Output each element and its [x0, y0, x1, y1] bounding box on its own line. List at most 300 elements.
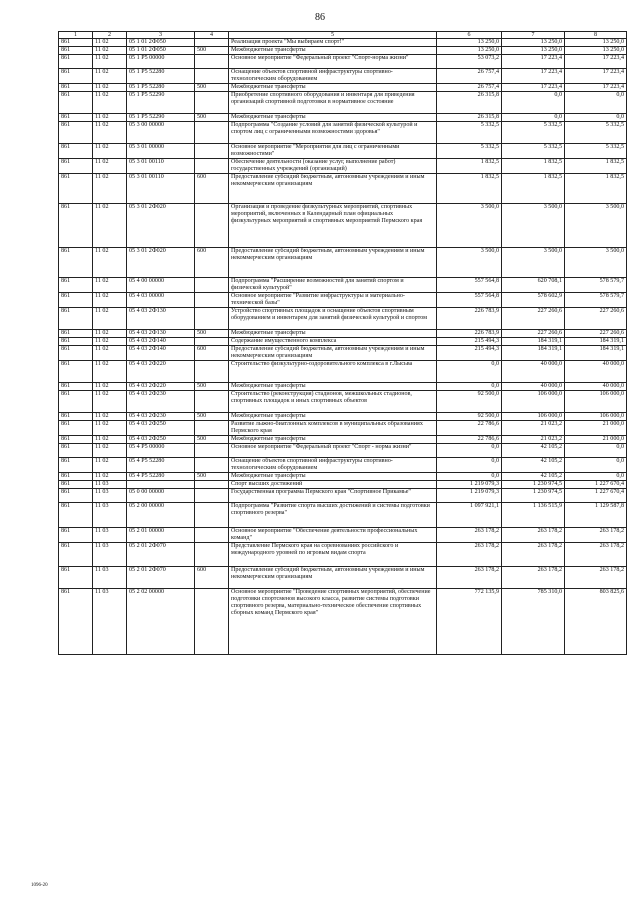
target-code: 05 1 P5 52280: [127, 69, 195, 84]
item-name: Реализация проекта "Мы выбираем спорт!": [229, 39, 437, 47]
target-code: 05 4 03 2Ф140: [127, 346, 195, 361]
table-row: [59, 174, 627, 204]
admin-code: 861: [59, 144, 93, 159]
amount-col8: 263 178,2: [565, 567, 627, 589]
item-name: Межбюджетные трансферты: [229, 330, 437, 338]
amount-col8: 3 500,0: [565, 248, 627, 278]
section-code: 11 03: [93, 543, 127, 567]
amount-col6: 263 178,2: [437, 567, 502, 589]
column-header-7: 7: [502, 32, 565, 39]
amount-col7: 5 332,5: [502, 144, 565, 159]
amount-col7: 1 230 974,5: [502, 489, 565, 503]
expense-type: [195, 421, 229, 436]
amount-col6: 92 500,0: [437, 391, 502, 413]
item-name: Межбюджетные трансферты: [229, 413, 437, 421]
amount-col7: 184 319,1: [502, 338, 565, 346]
section-code: 11 03: [93, 481, 127, 489]
item-name: Основное мероприятие "Мероприятия для лиц с ограниченными возможностями": [229, 144, 437, 159]
target-code: 05 3 01 2Ф020: [127, 204, 195, 248]
admin-code: 861: [59, 503, 93, 528]
expense-type: [195, 69, 229, 84]
amount-col8: 1 227 670,4: [565, 481, 627, 489]
expense-type: [195, 503, 229, 528]
amount-col8: 227 260,6: [565, 330, 627, 338]
admin-code: 861: [59, 361, 93, 383]
amount-col6: 557 564,8: [437, 293, 502, 308]
target-code: 05 4 03 2Ф130: [127, 308, 195, 330]
item-name: Государственная программа Пермского края "Спортивное Прикамье": [229, 489, 437, 503]
target-code: 05 1 01 2Ф050: [127, 39, 195, 47]
amount-col7: 40 000,0: [502, 383, 565, 391]
amount-col7: 184 319,1: [502, 346, 565, 361]
admin-code: 861: [59, 489, 93, 503]
column-header-6: 6: [437, 32, 502, 39]
item-name: Приобретение спортивного оборудования и инвентаря для приведения организаций спортивной подготовки в нормативное состояние: [229, 92, 437, 114]
item-name: Предоставление субсидий бюджетным, автономным учреждениям и иным некоммерческим организациям: [229, 248, 437, 278]
admin-code: 861: [59, 55, 93, 69]
item-name: Представление Пермского края на соревнованиях российского и международного уровней по игровым видам спорта: [229, 543, 437, 567]
section-code: 11 02: [93, 308, 127, 330]
section-code: 11 02: [93, 55, 127, 69]
table-row: [59, 383, 627, 391]
table-row: [59, 278, 627, 293]
expense-type: 600: [195, 174, 229, 204]
amount-col7: 106 000,0: [502, 413, 565, 421]
section-code: 11 03: [93, 589, 127, 655]
amount-col8: 0,0: [565, 458, 627, 473]
expense-type: [195, 122, 229, 144]
amount-col6: 557 564,8: [437, 278, 502, 293]
header-row: [59, 32, 627, 39]
table-row: [59, 444, 627, 458]
table-row: [59, 55, 627, 69]
admin-code: 861: [59, 122, 93, 144]
amount-col6: 13 250,0: [437, 39, 502, 47]
section-code: 11 02: [93, 69, 127, 84]
table-row: [59, 308, 627, 330]
amount-col8: 106 000,0: [565, 391, 627, 413]
table-row: [59, 122, 627, 144]
admin-code: 861: [59, 391, 93, 413]
section-code: 11 03: [93, 567, 127, 589]
amount-col8: 184 319,1: [565, 346, 627, 361]
target-code: 05 1 P5 00000: [127, 55, 195, 69]
target-code: 05 3 01 2Ф020: [127, 248, 195, 278]
table-row: [59, 503, 627, 528]
table-row: [59, 114, 627, 122]
admin-code: 861: [59, 84, 93, 92]
amount-col6: 0,0: [437, 361, 502, 383]
expense-type: [195, 444, 229, 458]
amount-col6: 0,0: [437, 444, 502, 458]
section-code: 11 02: [93, 473, 127, 481]
target-code: 05 4 03 2Ф140: [127, 338, 195, 346]
amount-col6: 215 494,3: [437, 338, 502, 346]
amount-col8: 0,0: [565, 92, 627, 114]
amount-col6: 26 757,4: [437, 69, 502, 84]
amount-col6: 1 832,5: [437, 159, 502, 174]
amount-col7: 17 223,4: [502, 84, 565, 92]
item-name: Основное мероприятие "Федеральный проект "Спорт-норма жизни": [229, 55, 437, 69]
amount-col8: 1 832,5: [565, 174, 627, 204]
table-body: [59, 39, 627, 655]
target-code: 05 4 P5 00000: [127, 444, 195, 458]
amount-col7: 1 230 974,5: [502, 481, 565, 489]
admin-code: 861: [59, 174, 93, 204]
amount-col8: 17 223,4: [565, 84, 627, 92]
amount-col8: 40 000,0: [565, 361, 627, 383]
table-row: [59, 589, 627, 655]
amount-col7: 263 178,2: [502, 528, 565, 543]
table-row: [59, 361, 627, 383]
item-name: Спорт высших достижений: [229, 481, 437, 489]
expense-type: [195, 391, 229, 413]
section-code: 11 02: [93, 204, 127, 248]
amount-col8: 184 319,1: [565, 338, 627, 346]
expense-type: 500: [195, 413, 229, 421]
target-code: [127, 481, 195, 489]
admin-code: 861: [59, 481, 93, 489]
amount-col8: 17 223,4: [565, 55, 627, 69]
expense-type: [195, 528, 229, 543]
table-row: [59, 84, 627, 92]
table-row: [59, 293, 627, 308]
section-code: 11 02: [93, 338, 127, 346]
section-code: 11 02: [93, 436, 127, 444]
column-header-4: 4: [195, 32, 229, 39]
amount-col8: 578 579,7: [565, 278, 627, 293]
admin-code: 861: [59, 114, 93, 122]
expense-type: 500: [195, 436, 229, 444]
amount-col7: 21 023,2: [502, 436, 565, 444]
target-code: 05 2 02 00000: [127, 589, 195, 655]
amount-col8: 1 129 587,8: [565, 503, 627, 528]
expense-type: [195, 55, 229, 69]
amount-col7: 1 832,5: [502, 159, 565, 174]
amount-col6: 3 500,0: [437, 204, 502, 248]
item-name: Межбюджетные трансферты: [229, 473, 437, 481]
target-code: 05 3 01 00000: [127, 144, 195, 159]
section-code: 11 02: [93, 444, 127, 458]
amount-col8: 5 332,5: [565, 144, 627, 159]
item-name: Организация и проведение физкультурных мероприятий, спортивных мероприятий, включенных в Календарный план официальных физкультурных мероприятий и спортивных мероприятий Пермского края: [229, 204, 437, 248]
amount-col8: 1 832,5: [565, 159, 627, 174]
amount-col7: 263 178,2: [502, 543, 565, 567]
admin-code: 861: [59, 473, 93, 481]
table-row: [59, 248, 627, 278]
table-header: [59, 32, 627, 39]
amount-col6: 5 332,5: [437, 144, 502, 159]
amount-col7: 42 105,2: [502, 444, 565, 458]
admin-code: 861: [59, 248, 93, 278]
amount-col7: 42 105,2: [502, 458, 565, 473]
amount-col6: 13 250,0: [437, 47, 502, 55]
amount-col6: 1 097 921,1: [437, 503, 502, 528]
section-code: 11 03: [93, 503, 127, 528]
item-name: Содержание имущественного комплекса: [229, 338, 437, 346]
table-row: [59, 39, 627, 47]
column-header-5: 5: [229, 32, 437, 39]
table-row: [59, 92, 627, 114]
item-name: Оснащение объектов спортивной инфраструктуры спортивно-технологическим оборудованием: [229, 69, 437, 84]
table-row: [59, 567, 627, 589]
item-name: Межбюджетные трансферты: [229, 114, 437, 122]
expense-type: [195, 543, 229, 567]
amount-col7: 5 332,5: [502, 122, 565, 144]
column-header-2: 2: [93, 32, 127, 39]
table-row: [59, 204, 627, 248]
section-code: 11 02: [93, 278, 127, 293]
amount-col6: 53 073,2: [437, 55, 502, 69]
target-code: 05 4 03 00000: [127, 293, 195, 308]
admin-code: 861: [59, 204, 93, 248]
table-row: [59, 481, 627, 489]
amount-col8: 106 000,0: [565, 413, 627, 421]
table-row: [59, 338, 627, 346]
amount-col8: 3 500,0: [565, 204, 627, 248]
amount-col8: 803 825,6: [565, 589, 627, 655]
section-code: 11 02: [93, 458, 127, 473]
item-name: Межбюджетные трансферты: [229, 84, 437, 92]
table-row: [59, 47, 627, 55]
table-row: [59, 391, 627, 413]
target-code: 05 2 01 2Ф070: [127, 543, 195, 567]
amount-col7: 17 223,4: [502, 69, 565, 84]
amount-col6: 263 178,2: [437, 543, 502, 567]
expense-type: 500: [195, 330, 229, 338]
section-code: 11 02: [93, 159, 127, 174]
admin-code: 861: [59, 589, 93, 655]
item-name: Межбюджетные трансферты: [229, 383, 437, 391]
table-row: [59, 528, 627, 543]
admin-code: 861: [59, 39, 93, 47]
amount-col6: 263 178,2: [437, 528, 502, 543]
amount-col6: 1 219 079,3: [437, 481, 502, 489]
item-name: Межбюджетные трансферты: [229, 47, 437, 55]
item-name: Строительство физкультурно-оздоровительного комплекса в г.Лысьва: [229, 361, 437, 383]
amount-col8: 1 227 670,4: [565, 489, 627, 503]
amount-col6: 1 832,5: [437, 174, 502, 204]
amount-col7: 1 136 515,9: [502, 503, 565, 528]
section-code: 11 02: [93, 122, 127, 144]
table-row: [59, 346, 627, 361]
target-code: 05 4 P5 52280: [127, 458, 195, 473]
section-code: 11 02: [93, 114, 127, 122]
amount-col8: 0,0: [565, 444, 627, 458]
amount-col6: 92 500,0: [437, 413, 502, 421]
expense-type: 600: [195, 346, 229, 361]
target-code: 05 1 P5 52290: [127, 114, 195, 122]
amount-col7: 3 500,0: [502, 248, 565, 278]
item-name: Предоставление субсидий бюджетным, автономным учреждениям и иным некоммерческим организациям: [229, 174, 437, 204]
target-code: 05 3 00 00000: [127, 122, 195, 144]
expense-type: 500: [195, 114, 229, 122]
amount-col6: 22 786,6: [437, 436, 502, 444]
expense-type: [195, 308, 229, 330]
item-name: Устройство спортивных площадок и оснащение объектов спортивным оборудованием и инвентарем для занятий физической культурой и спортом: [229, 308, 437, 330]
target-code: 05 3 01 00110: [127, 159, 195, 174]
amount-col6: 0,0: [437, 458, 502, 473]
amount-col8: 17 223,4: [565, 69, 627, 84]
table-row: [59, 330, 627, 338]
amount-col7: 106 000,0: [502, 391, 565, 413]
expense-type: [195, 144, 229, 159]
amount-col7: 40 000,0: [502, 361, 565, 383]
target-code: 05 4 03 2Ф250: [127, 421, 195, 436]
section-code: 11 02: [93, 39, 127, 47]
section-code: 11 02: [93, 47, 127, 55]
expense-type: [195, 458, 229, 473]
table-row: [59, 159, 627, 174]
admin-code: 861: [59, 436, 93, 444]
amount-col8: 21 000,0: [565, 421, 627, 436]
amount-col7: 13 250,0: [502, 47, 565, 55]
target-code: 05 0 00 00000: [127, 489, 195, 503]
column-header-8: 8: [565, 32, 627, 39]
item-name: Строительство (реконструкция) стадионов, межшкольных стадионов, спортивных площадок и иных спортивных объектов: [229, 391, 437, 413]
table-row: [59, 413, 627, 421]
amount-col6: 1 219 079,3: [437, 489, 502, 503]
table-row: [59, 69, 627, 84]
table-row: [59, 458, 627, 473]
amount-col8: 578 579,7: [565, 293, 627, 308]
admin-code: 861: [59, 458, 93, 473]
amount-col8: 40 000,0: [565, 383, 627, 391]
admin-code: 861: [59, 421, 93, 436]
expense-type: [195, 92, 229, 114]
section-code: 11 02: [93, 330, 127, 338]
section-code: 11 02: [93, 413, 127, 421]
item-name: Оснащение объектов спортивной инфраструктуры спортивно-технологическим оборудованием: [229, 458, 437, 473]
item-name: Основное мероприятие "Федеральный проект "Спорт - норма жизни": [229, 444, 437, 458]
expense-type: [195, 589, 229, 655]
item-name: Предоставление субсидий бюджетным, автономным учреждениям и иным некоммерческим организациям: [229, 346, 437, 361]
expense-type: [195, 293, 229, 308]
amount-col6: 26 757,4: [437, 84, 502, 92]
target-code: 05 4 03 2Ф230: [127, 413, 195, 421]
amount-col7: 1 832,5: [502, 174, 565, 204]
target-code: 05 4 00 00000: [127, 278, 195, 293]
section-code: 11 02: [93, 293, 127, 308]
admin-code: 861: [59, 69, 93, 84]
item-name: Межбюджетные трансферты: [229, 436, 437, 444]
amount-col8: 13 250,0: [565, 39, 627, 47]
admin-code: 861: [59, 413, 93, 421]
item-name: Предоставление субсидий бюджетным, автономным учреждениям и иным некоммерческим организациям: [229, 567, 437, 589]
amount-col7: 0,0: [502, 92, 565, 114]
expense-type: [195, 489, 229, 503]
section-code: 11 02: [93, 144, 127, 159]
item-name: Обеспечение деятельности (оказание услуг, выполнение работ) государственных учреждений (организаций): [229, 159, 437, 174]
amount-col8: 0,0: [565, 114, 627, 122]
amount-col6: 26 315,8: [437, 114, 502, 122]
section-code: 11 02: [93, 248, 127, 278]
table-row: [59, 144, 627, 159]
amount-col7: 263 178,2: [502, 567, 565, 589]
table-row: [59, 421, 627, 436]
target-code: 05 4 03 2Ф230: [127, 391, 195, 413]
table-row: [59, 543, 627, 567]
admin-code: 861: [59, 444, 93, 458]
section-code: 11 02: [93, 391, 127, 413]
amount-col8: 5 332,5: [565, 122, 627, 144]
section-code: 11 02: [93, 174, 127, 204]
item-name: Подпрограмма "Создание условий для занятий физической культурой и спортом лиц с ограниченными возможностями здоровья": [229, 122, 437, 144]
table-row: [59, 489, 627, 503]
admin-code: 861: [59, 330, 93, 338]
item-name: Основное мероприятие "Проведение спортивных мероприятий, обеспечение подготовки спортсменов высокого класса, развитие системы подготовки спортивного резерва, материально-техническое обеспечение спортивных сборных команд Пермского края": [229, 589, 437, 655]
amount-col6: 0,0: [437, 473, 502, 481]
item-name: Основное мероприятие "Обеспечение деятельности профессиональных команд": [229, 528, 437, 543]
amount-col8: 263 178,2: [565, 543, 627, 567]
amount-col7: 13 250,0: [502, 39, 565, 47]
target-code: 05 1 P5 52290: [127, 92, 195, 114]
amount-col7: 578 602,9: [502, 293, 565, 308]
expense-type: 500: [195, 383, 229, 391]
section-code: 11 03: [93, 489, 127, 503]
section-code: 11 02: [93, 383, 127, 391]
target-code: 05 4 P5 52280: [127, 473, 195, 481]
item-name: Развитие лыжно-биатлонных комплексов в муниципальных образованиях Пермского края: [229, 421, 437, 436]
expense-type: 500: [195, 84, 229, 92]
amount-col7: 17 223,4: [502, 55, 565, 69]
column-header-1: 1: [59, 32, 93, 39]
target-code: 05 2 01 2Ф070: [127, 567, 195, 589]
admin-code: 861: [59, 47, 93, 55]
amount-col7: 227 260,6: [502, 308, 565, 330]
item-name: Подпрограмма "Развитие спорта высших достижений и системы подготовки спортивного резерва": [229, 503, 437, 528]
amount-col6: 26 315,8: [437, 92, 502, 114]
target-code: 05 3 01 00110: [127, 174, 195, 204]
section-code: 11 02: [93, 421, 127, 436]
expense-type: [195, 39, 229, 47]
amount-col7: 42 105,2: [502, 473, 565, 481]
footer-code: 1096-20: [31, 883, 48, 888]
amount-col7: 0,0: [502, 114, 565, 122]
target-code: 05 2 01 00000: [127, 528, 195, 543]
section-code: 11 02: [93, 92, 127, 114]
table-row: [59, 473, 627, 481]
admin-code: 861: [59, 543, 93, 567]
expense-type: [195, 204, 229, 248]
expense-type: [195, 481, 229, 489]
expense-type: [195, 278, 229, 293]
target-code: 05 4 03 2Ф220: [127, 361, 195, 383]
admin-code: 861: [59, 293, 93, 308]
target-code: 05 4 03 2Ф130: [127, 330, 195, 338]
expense-type: 600: [195, 567, 229, 589]
amount-col8: 227 260,6: [565, 308, 627, 330]
item-name: Основное мероприятие "Развитие инфраструктуры и материально-технической базы": [229, 293, 437, 308]
target-code: 05 4 03 2Ф220: [127, 383, 195, 391]
amount-col7: 3 500,0: [502, 204, 565, 248]
expense-type: 600: [195, 248, 229, 278]
amount-col6: 772 135,9: [437, 589, 502, 655]
expense-type: 500: [195, 473, 229, 481]
expense-type: [195, 338, 229, 346]
table-row: [59, 436, 627, 444]
admin-code: 861: [59, 308, 93, 330]
admin-code: 861: [59, 383, 93, 391]
target-code: 05 4 03 2Ф250: [127, 436, 195, 444]
amount-col6: 215 494,3: [437, 346, 502, 361]
amount-col8: 13 250,0: [565, 47, 627, 55]
item-name: Подпрограмма "Расширение возможностей для занятий спортом и физической культурой": [229, 278, 437, 293]
section-code: 11 03: [93, 528, 127, 543]
expense-type: [195, 159, 229, 174]
target-code: 05 1 P5 52280: [127, 84, 195, 92]
amount-col6: 22 786,6: [437, 421, 502, 436]
